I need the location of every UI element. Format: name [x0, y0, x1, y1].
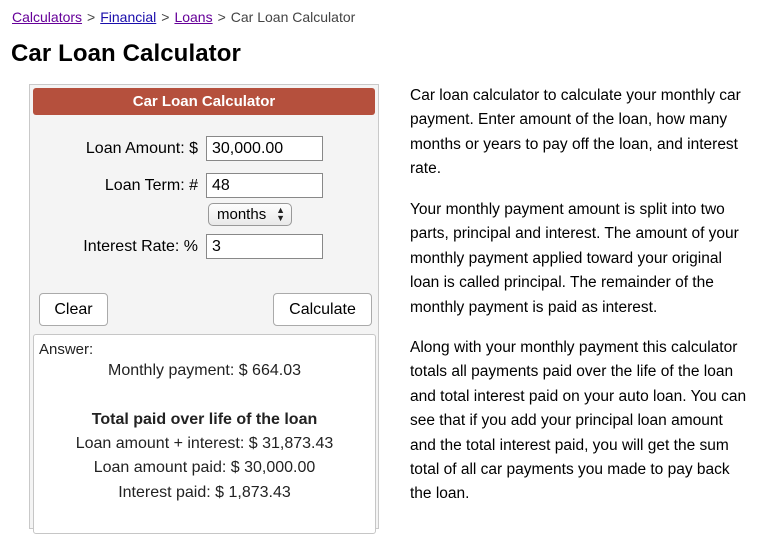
- term-unit-select[interactable]: [208, 203, 292, 226]
- loan-term-label: Loan Term: #: [104, 177, 198, 194]
- breadcrumb: [12, 9, 355, 25]
- description-paragraph-3: Along with your monthly payment this calculator totals all payments paid over the life of the loan and total interest paid on your auto loan. You can see that if you add your principal loan amount and the total interest paid, you will get the sum total of all car payments you made to pay back the loan.: [410, 339, 747, 503]
- breadcrumb-link-loans[interactable]: Loans: [174, 9, 213, 25]
- interest-rate-label: Interest Rate: %: [83, 238, 198, 255]
- breadcrumb-separator: >: [87, 9, 96, 25]
- loan-plus-interest-result: Loan amount + interest: $ 31,873.43: [75, 435, 334, 452]
- loan-term-input[interactable]: [206, 173, 323, 198]
- total-paid-heading: Total paid over life of the loan: [91, 411, 318, 428]
- monthly-payment-result: Monthly payment: $ 664.03: [107, 362, 301, 379]
- clear-button[interactable]: Clear: [39, 293, 108, 326]
- term-unit-value: months: [217, 206, 267, 223]
- breadcrumb-current: Car Loan Calculator: [230, 9, 356, 25]
- answer-box: [33, 334, 376, 534]
- interest-rate-input[interactable]: [206, 234, 323, 259]
- description-paragraph-2: Your monthly payment amount is split into two parts, principal and interest. The amount of your monthly payment applied toward your original loan is called principal. The remainder of the monthly payment is paid as interest.: [410, 201, 739, 316]
- description-paragraph-1: Car loan calculator to calculate your monthly car payment. Enter amount of the loan, how many months or years to pay off the loan, and interest rate.: [410, 87, 741, 178]
- select-arrows-icon: ▲ ▼: [276, 205, 285, 223]
- calculator-panel: [29, 84, 379, 529]
- loan-amount-input[interactable]: [206, 136, 323, 161]
- loan-amount-label: Loan Amount: $: [85, 140, 198, 157]
- breadcrumb-link-calculators[interactable]: Calculators: [12, 9, 83, 25]
- breadcrumb-link-financial[interactable]: Financial: [100, 9, 157, 25]
- answer-label: Answer:: [39, 341, 94, 358]
- calculate-button[interactable]: Calculate: [273, 293, 372, 326]
- calculator-header: Car Loan Calculator: [33, 88, 375, 115]
- interest-paid-result: Interest paid: $ 1,873.43: [118, 484, 291, 501]
- breadcrumb-separator: >: [217, 9, 226, 25]
- page-title: Car Loan Calculator: [11, 40, 241, 67]
- breadcrumb-separator: >: [161, 9, 170, 25]
- loan-paid-result: Loan amount paid: $ 30,000.00: [93, 459, 316, 476]
